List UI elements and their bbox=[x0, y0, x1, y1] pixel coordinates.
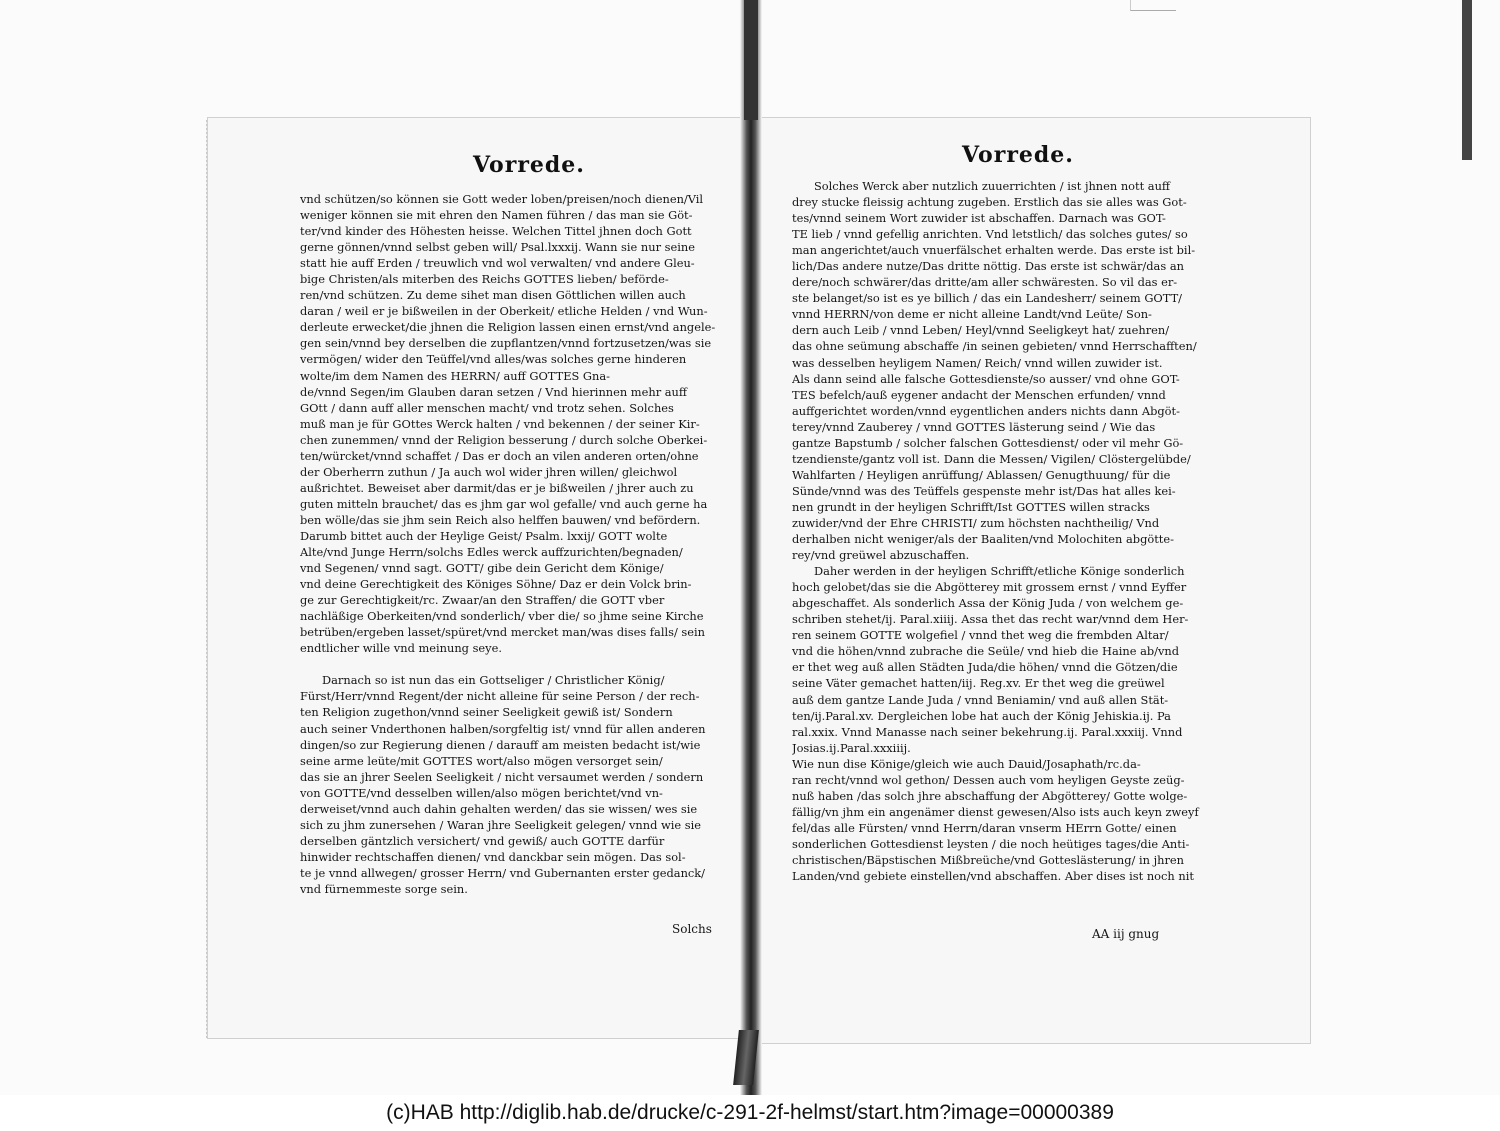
text-line: er thet weg auß allen Städten Juda/die höhen/ vnnd die Götzen/die bbox=[792, 660, 1178, 675]
text-line: Wahlfarten / Heyligen anrüffung/ Ablassen/ Genugthuung/ für die bbox=[792, 467, 1171, 482]
left-body-text bbox=[300, 191, 725, 897]
text-line: tes/vnnd seinem Wort zuwider ist abschaffen. Darnach was GOT- bbox=[792, 211, 1166, 226]
text-line: Fürst/Herr/vnnd Regent/der nicht alleine für seine Person / der rech- bbox=[300, 689, 700, 704]
text-line: dingen/so zur Regierung dienen / darauff am meisten bedacht ist/wie bbox=[300, 737, 701, 752]
copyright-footer: (c)HAB http://diglib.hab.de/drucke/c-291-2f-helmst/start.htm?image=00000389 bbox=[0, 1095, 1500, 1131]
text-line: hinwider rechtschaffen dienen/ vnd danckbar sein mögen. Das sol- bbox=[300, 849, 686, 864]
text-line: endtlicher wille vnd meinung seye. bbox=[300, 641, 502, 656]
text-line: ren seinem GOTTE wolgefiel / vnnd thet weg die frembden Altar/ bbox=[792, 628, 1169, 643]
text-line: abgeschaffet. Als sonderlich Assa der König Juda / von welchem ge- bbox=[792, 596, 1184, 611]
text-line: te je vnnd allwegen/ grosser Herrn/ vnd Gubernanten erster gedanck/ bbox=[300, 865, 706, 880]
scan-edge-mark bbox=[1462, 0, 1472, 160]
text-line: statt hie auff Erden / treuwlich vnd wol verwalten/ vnd andere Gleu- bbox=[300, 256, 695, 271]
text-line: vnd schützen/so können sie Gott weder loben/preisen/noch dienen/Vil bbox=[300, 192, 704, 206]
text-line: Solches Werck aber nutzlich zuuerrichten / ist jhnen nott auff bbox=[814, 179, 1171, 193]
text-line: gantze Bapstumb / solcher falschen Gottesdienst/ oder vil mehr Gö- bbox=[792, 435, 1184, 450]
text-line: vermögen/ wider den Teüffel/vnd alles/was solches gerne hinderen bbox=[300, 352, 687, 367]
text-line: daran / weil er je bißweilen in der Oberkeit/ etliche Helden / vnd Wun- bbox=[300, 304, 708, 319]
spine-shadow bbox=[744, 0, 758, 120]
text-line: guten mitteln brauchet/ das es jhm gar wol gefalle/ vnd auch gerne ha bbox=[300, 496, 708, 511]
text-line: drey stucke fleissig achtung zugeben. Erstlich das sie alles was Got- bbox=[792, 195, 1187, 210]
text-line: Josias.ij.Paral.xxxiiij. bbox=[792, 740, 911, 755]
text-line: Sünde/vnnd was des Teüffels gespenste mehr ist/Das hat alles kei- bbox=[792, 483, 1176, 498]
text-line: wolte/im dem Namen des HERRN/ auff GOTTES Gna- bbox=[300, 368, 611, 383]
text-line: ter/vnd kinder des Höhesten heisse. Welchen Tittel jhnen doch Gott bbox=[300, 224, 692, 239]
text-line: Landen/vnd gebiete einstellen/vnd abschaffen. Aber dises ist noch nit bbox=[792, 869, 1194, 884]
text-line: de/vnnd Segen/im Glauben daran setzen / Vnd hierinnen mehr auff bbox=[300, 384, 687, 399]
text-line: gen sein/vnnd bey derselben die zupflantzen/vnnd fortzusetzen/was sie bbox=[300, 336, 712, 351]
text-line: seine arme leüte/mit GOTTES wort/also mögen versorget sein/ bbox=[300, 753, 663, 768]
text-line: zuwider/vnd der Ehre CHRISTI/ zum höchsten nachtheilig/ Vnd bbox=[792, 515, 1160, 530]
text-line: sonderlichen Gottesdienst leysten / die noch heütiges tages/die Anti- bbox=[792, 836, 1190, 851]
text-line: fel/das alle Fürsten/ vnnd Herrn/daran vnserm HErrn Gotte/ einen bbox=[792, 820, 1177, 835]
text-line: dern auch Leib / vnnd Leben/ Heyl/vnnd Seeligkeyt hat/ zuehren/ bbox=[792, 323, 1170, 338]
text-line: bige Christen/als miterben des Reichs GOTTES lieben/ beförde- bbox=[300, 272, 669, 287]
text-line: ge zur Gerechtigkeit/rc. Zwaar/an den Straffen/ die GOTT vber bbox=[300, 593, 665, 608]
text-line: ten/ij.Paral.xv. Dergleichen lobe hat auch der König Jehiskia.ij. Pa bbox=[792, 708, 1171, 723]
text-line: gerne gönnen/vnnd selbst geben will/ Psal.lxxxij. Wann sie nur seine bbox=[300, 240, 695, 255]
text-line: derselben gäntzlich versichert/ vnd gewiß/ auch GOTTE darfür bbox=[300, 833, 665, 848]
running-head: Vorrede. bbox=[962, 142, 1074, 168]
text-line: betrüben/ergeben lasset/spüret/vnd mercket man/was dises falls/ sein bbox=[300, 625, 705, 640]
text-line: chen zunemmen/ vnnd der Religion besserung / durch solche Oberkei- bbox=[300, 432, 708, 447]
text-line: vnd deine Gerechtigkeit des Königes Söhne/ Daz er dein Volck brin- bbox=[300, 577, 692, 592]
text-line: ral.xxix. Vnnd Manasse nach seiner bekehrung.ij. Paral.xxxiij. Vnnd bbox=[792, 724, 1183, 739]
text-line: nuß haben /das solch jhre abschaffung der Abgötterey/ Gotte wolge- bbox=[792, 788, 1188, 803]
catchword-signature: AA iij gnug bbox=[1092, 927, 1160, 941]
text-line: ten Religion zugethon/vnnd seiner Seeligkeit gewiß ist/ Sondern bbox=[300, 705, 673, 720]
scan-corner-mark bbox=[1130, 0, 1176, 11]
text-line: rey/vnd greüwel abzuschaffen. bbox=[792, 548, 970, 563]
text-line: ten/würcket/vnnd schaffet / Das er doch an vilen anderen orten/ohne bbox=[300, 448, 699, 463]
text-line: das sie an jhrer Seelen Seeligkeit / nicht versaumet werden / sondern bbox=[300, 769, 704, 784]
text-line: dere/noch schwärer/das dritte/am aller schwäresten. So vil das er- bbox=[792, 275, 1178, 290]
running-head: Vorrede. bbox=[473, 152, 585, 178]
text-line: vnd Segenen/ vnnd sagt. GOTT/ gibe dein Gericht dem Könige/ bbox=[300, 561, 664, 576]
text-line: terey/vnnd Zauberey / vnnd GOTTES lästerung seind / Wie das bbox=[792, 419, 1156, 434]
text-line: was desselben heyligem Namen/ Reich/ vnnd willen zuwider ist. bbox=[792, 355, 1163, 370]
text-line: nachläßige Oberkeiten/vnd sonderlich/ vber die/ so jhme seine Kirche bbox=[300, 609, 704, 624]
text-line: auch seiner Vnderthonen halben/sorgfeltig ist/ vnnd für allen anderen bbox=[300, 721, 706, 736]
text-line: Als dann seind alle falsche Gottesdienste/so ausser/ vnd ohne GOT- bbox=[792, 371, 1180, 386]
text-line: fällig/vn jhm ein angenämer dienst gewesen/Also ists auch keyn zweyf bbox=[792, 804, 1199, 819]
text-line: vnd fürnemmeste sorge sein. bbox=[300, 881, 468, 896]
text-line: GOtt / dann auff aller menschen macht/ vnd trotz sehen. Solches bbox=[300, 400, 674, 415]
text-line: ste belanget/so ist es ye billich / das ein Landesherr/ seinem GOTT/ bbox=[792, 291, 1183, 306]
text-line: Wie nun dise Könige/gleich wie auch Dauid/Josaphath/rc.da- bbox=[792, 756, 1141, 771]
text-line: außrichtet. Beweiset aber darmit/das er je bißweilen / jhrer auch zu bbox=[300, 480, 694, 495]
text-line: weniger können sie mit ehren den Namen führen / das man sie Göt- bbox=[300, 208, 693, 223]
paragraph-gap bbox=[300, 656, 725, 672]
right-body-text bbox=[792, 178, 1222, 884]
book-spine bbox=[740, 0, 762, 1095]
text-line: tzendienste/gantz voll ist. Dann die Messen/ Vigilen/ Clöstergelübde/ bbox=[792, 451, 1191, 466]
text-line: TES befelch/auß eygener andacht der Menschen erfunden/ vnnd bbox=[792, 387, 1166, 402]
text-line: vnnd HERRN/von deme er nicht alleine Landt/vnd Leüte/ Son- bbox=[792, 307, 1152, 322]
text-line: derleute erwecket/die jhnen die Religion lassen einen ernst/vnd angele- bbox=[300, 320, 716, 335]
text-line: ben wölle/das sie jhm sein Reich also helffen bauwen/ vnd befördern. bbox=[300, 512, 701, 527]
text-line: sich zu jhm zunersehen / Waran jhre Seeligkeit gelegen/ vnnd wie sie bbox=[300, 817, 701, 832]
text-line: schriben stehet/ij. Paral.xiiij. Assa thet das recht war/vnnd dem Her- bbox=[792, 612, 1189, 627]
text-line: seine Väter gemachet hatten/iij. Reg.xv. Er thet weg die greüwel bbox=[792, 676, 1165, 691]
catchword: Solchs bbox=[672, 922, 712, 936]
text-line: christischen/Bäpstischen Mißbreüche/vnd Gotteslästerung/ in jhren bbox=[792, 852, 1184, 867]
right-page bbox=[762, 118, 1310, 1043]
text-line: Darumb bittet auch der Heylige Geist/ Psalm. lxxij/ GOTT wolte bbox=[300, 528, 668, 543]
text-line: das ohne seümung abschaffe /in seinen gebieten/ vnnd Herrschafften/ bbox=[792, 339, 1197, 354]
text-line: derhalben nicht weniger/als der Baaliten/vnd Molochiten abgötte- bbox=[792, 532, 1174, 547]
text-line: auß dem gantze Lande Juda / vnnd Beniamin/ vnd auß allen Stät- bbox=[792, 692, 1169, 707]
text-line: ran recht/vnnd wol gethon/ Dessen auch vom heyligen Geyste zeüg- bbox=[792, 772, 1185, 787]
text-line: Darnach so ist nun das ein Gottseliger / Christlicher König/ bbox=[322, 673, 665, 688]
text-line: auffgerichtet worden/vnnd eygentlichen anders nichts dann Abgöt- bbox=[792, 403, 1180, 418]
text-line: nen grundt in der heyligen Schrifft/Ist GOTTES willen stracks bbox=[792, 499, 1150, 514]
text-line: von GOTTE/vnd desselben willen/also mögen berichtet/vnd vn- bbox=[300, 785, 663, 800]
text-line: Alte/vnd Junge Herrn/solchs Edles werck auffzurichten/begnaden/ bbox=[300, 545, 683, 560]
text-line: derweiset/vnnd auch dahin gehalten werden/ das sie wissen/ wes sie bbox=[300, 801, 698, 816]
text-line: der Oberherrn zuthun / Ja auch wol wider jhren willen/ gleichwol bbox=[300, 464, 678, 479]
text-line: man angerichtet/auch vnuerfälschet erhalten werde. Das erste ist bil- bbox=[792, 243, 1196, 258]
text-line: TE lieb / vnnd gefellig anrichten. Vnd letstlich/ das solches gutes/ so bbox=[792, 227, 1188, 242]
text-line: hoch gelobet/das sie die Abgötterey mit grossem ernst / vnnd Eyffer bbox=[792, 580, 1187, 595]
text-line: muß man je für GOttes Werck halten / vnd bekennen / der seiner Kir- bbox=[300, 416, 700, 431]
text-line: vnd die höhen/vnnd zubrache die Seüle/ vnd hieb die Haine ab/vnd bbox=[792, 644, 1180, 659]
left-page bbox=[208, 118, 748, 1038]
text-line: ren/vnd schützen. Zu deme sihet man disen Göttlichen willen auch bbox=[300, 288, 686, 303]
text-line: Daher werden in der heyligen Schrifft/etliche Könige sonderlich bbox=[814, 564, 1185, 579]
text-line: lich/Das andere nutze/Das dritte nöttig. Das erste ist schwär/das an bbox=[792, 259, 1184, 274]
